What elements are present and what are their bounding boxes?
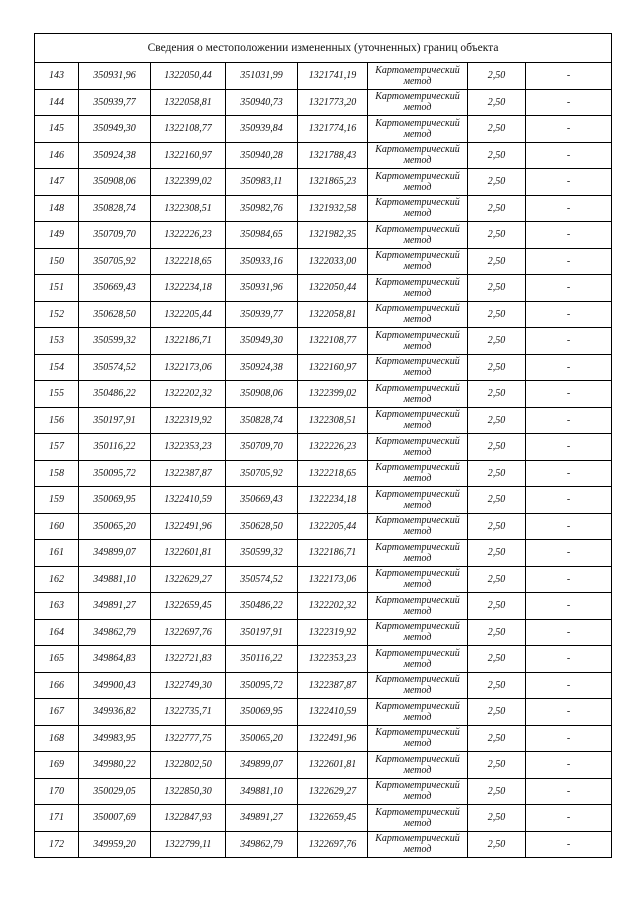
y-new-cell: 1322173,06 <box>298 566 368 593</box>
y-new-cell: 1322108,77 <box>298 328 368 355</box>
point-number-cell: 148 <box>35 195 79 222</box>
table-row <box>35 301 612 328</box>
method-cell: Картометрический метод <box>368 434 468 461</box>
table-row <box>35 487 612 514</box>
point-number-cell: 169 <box>35 752 79 779</box>
table-body <box>35 63 612 858</box>
table-row <box>35 275 612 302</box>
method-cell: Картометрический метод <box>368 646 468 673</box>
table-row <box>35 63 612 90</box>
y-old-cell: 1322399,02 <box>151 169 226 196</box>
description-cell: - <box>526 672 612 699</box>
y-old-cell: 1322205,44 <box>151 301 226 328</box>
y-old-cell: 1322721,83 <box>151 646 226 673</box>
y-old-cell: 1322601,81 <box>151 540 226 567</box>
method-cell: Картометрический метод <box>368 540 468 567</box>
accuracy-cell: 2,50 <box>468 646 526 673</box>
description-cell: - <box>526 752 612 779</box>
y-new-cell: 1322308,51 <box>298 407 368 434</box>
description-cell: - <box>526 195 612 222</box>
method-cell: Картометрический метод <box>368 778 468 805</box>
table-row <box>35 699 612 726</box>
accuracy-cell: 2,50 <box>468 63 526 90</box>
x-new-cell: 349891,27 <box>226 805 298 832</box>
accuracy-cell: 2,50 <box>468 752 526 779</box>
description-cell: - <box>526 275 612 302</box>
table-row <box>35 248 612 275</box>
x-new-cell: 350924,38 <box>226 354 298 381</box>
accuracy-cell: 2,50 <box>468 725 526 752</box>
y-old-cell: 1322799,11 <box>151 831 226 858</box>
table-row <box>35 540 612 567</box>
x-new-cell: 350669,43 <box>226 487 298 514</box>
description-cell: - <box>526 222 612 249</box>
method-cell: Картометрический метод <box>368 699 468 726</box>
table-title: Сведения о местоположении измененных (уточненных) границ объекта <box>35 34 612 63</box>
table-row <box>35 513 612 540</box>
table-row <box>35 328 612 355</box>
description-cell: - <box>526 646 612 673</box>
point-number-cell: 164 <box>35 619 79 646</box>
y-old-cell: 1322410,59 <box>151 487 226 514</box>
table-row <box>35 89 612 116</box>
accuracy-cell: 2,50 <box>468 116 526 143</box>
description-cell: - <box>526 142 612 169</box>
point-number-cell: 160 <box>35 513 79 540</box>
y-new-cell: 1322186,71 <box>298 540 368 567</box>
x-old-cell: 350029,05 <box>79 778 151 805</box>
x-old-cell: 350828,74 <box>79 195 151 222</box>
method-cell: Картометрический метод <box>368 460 468 487</box>
table-row <box>35 142 612 169</box>
x-old-cell: 350908,06 <box>79 169 151 196</box>
accuracy-cell: 2,50 <box>468 195 526 222</box>
point-number-cell: 147 <box>35 169 79 196</box>
accuracy-cell: 2,50 <box>468 513 526 540</box>
x-old-cell: 350669,43 <box>79 275 151 302</box>
method-cell: Картометрический метод <box>368 619 468 646</box>
y-old-cell: 1322218,65 <box>151 248 226 275</box>
point-number-cell: 145 <box>35 116 79 143</box>
method-cell: Картометрический метод <box>368 752 468 779</box>
x-new-cell: 349899,07 <box>226 752 298 779</box>
accuracy-cell: 2,50 <box>468 831 526 858</box>
table-row <box>35 619 612 646</box>
y-old-cell: 1322850,30 <box>151 778 226 805</box>
accuracy-cell: 2,50 <box>468 778 526 805</box>
y-old-cell: 1322160,97 <box>151 142 226 169</box>
x-new-cell: 350940,28 <box>226 142 298 169</box>
point-number-cell: 167 <box>35 699 79 726</box>
method-cell: Картометрический метод <box>368 169 468 196</box>
y-new-cell: 1322205,44 <box>298 513 368 540</box>
y-old-cell: 1322058,81 <box>151 89 226 116</box>
point-number-cell: 170 <box>35 778 79 805</box>
description-cell: - <box>526 778 612 805</box>
accuracy-cell: 2,50 <box>468 460 526 487</box>
x-new-cell: 350931,96 <box>226 275 298 302</box>
x-new-cell: 350065,20 <box>226 725 298 752</box>
method-cell: Картометрический метод <box>368 275 468 302</box>
accuracy-cell: 2,50 <box>468 566 526 593</box>
method-cell: Картометрический метод <box>368 89 468 116</box>
x-old-cell: 350007,69 <box>79 805 151 832</box>
y-new-cell: 1322601,81 <box>298 752 368 779</box>
point-number-cell: 146 <box>35 142 79 169</box>
description-cell: - <box>526 381 612 408</box>
x-old-cell: 349959,20 <box>79 831 151 858</box>
method-cell: Картометрический метод <box>368 195 468 222</box>
y-old-cell: 1322234,18 <box>151 275 226 302</box>
method-cell: Картометрический метод <box>368 248 468 275</box>
method-cell: Картометрический метод <box>368 407 468 434</box>
description-cell: - <box>526 619 612 646</box>
x-old-cell: 350931,96 <box>79 63 151 90</box>
x-new-cell: 350197,91 <box>226 619 298 646</box>
y-new-cell: 1322050,44 <box>298 275 368 302</box>
y-old-cell: 1322173,06 <box>151 354 226 381</box>
accuracy-cell: 2,50 <box>468 301 526 328</box>
accuracy-cell: 2,50 <box>468 407 526 434</box>
method-cell: Картометрический метод <box>368 63 468 90</box>
method-cell: Картометрический метод <box>368 593 468 620</box>
point-number-cell: 165 <box>35 646 79 673</box>
accuracy-cell: 2,50 <box>468 222 526 249</box>
method-cell: Картометрический метод <box>368 513 468 540</box>
y-old-cell: 1322353,23 <box>151 434 226 461</box>
description-cell: - <box>526 354 612 381</box>
point-number-cell: 162 <box>35 566 79 593</box>
x-old-cell: 349862,79 <box>79 619 151 646</box>
x-new-cell: 350982,76 <box>226 195 298 222</box>
x-old-cell: 349900,43 <box>79 672 151 699</box>
x-new-cell: 350939,77 <box>226 301 298 328</box>
method-cell: Картометрический метод <box>368 222 468 249</box>
description-cell: - <box>526 540 612 567</box>
point-number-cell: 143 <box>35 63 79 90</box>
x-new-cell: 350628,50 <box>226 513 298 540</box>
table-row <box>35 566 612 593</box>
point-number-cell: 152 <box>35 301 79 328</box>
point-number-cell: 172 <box>35 831 79 858</box>
description-cell: - <box>526 301 612 328</box>
accuracy-cell: 2,50 <box>468 248 526 275</box>
x-old-cell: 349936,82 <box>79 699 151 726</box>
point-number-cell: 168 <box>35 725 79 752</box>
table-row <box>35 778 612 805</box>
description-cell: - <box>526 566 612 593</box>
y-new-cell: 1321773,20 <box>298 89 368 116</box>
point-number-cell: 166 <box>35 672 79 699</box>
table-row <box>35 460 612 487</box>
description-cell: - <box>526 725 612 752</box>
accuracy-cell: 2,50 <box>468 487 526 514</box>
x-new-cell: 349862,79 <box>226 831 298 858</box>
y-new-cell: 1321741,19 <box>298 63 368 90</box>
point-number-cell: 171 <box>35 805 79 832</box>
x-old-cell: 350939,77 <box>79 89 151 116</box>
point-number-cell: 156 <box>35 407 79 434</box>
y-old-cell: 1322186,71 <box>151 328 226 355</box>
y-old-cell: 1322629,27 <box>151 566 226 593</box>
point-number-cell: 155 <box>35 381 79 408</box>
y-new-cell: 1322218,65 <box>298 460 368 487</box>
y-old-cell: 1322491,96 <box>151 513 226 540</box>
table-row <box>35 805 612 832</box>
y-new-cell: 1322202,32 <box>298 593 368 620</box>
method-cell: Картометрический метод <box>368 487 468 514</box>
y-new-cell: 1322629,27 <box>298 778 368 805</box>
accuracy-cell: 2,50 <box>468 381 526 408</box>
table-row <box>35 116 612 143</box>
x-old-cell: 349980,22 <box>79 752 151 779</box>
point-number-cell: 158 <box>35 460 79 487</box>
description-cell: - <box>526 248 612 275</box>
description-cell: - <box>526 89 612 116</box>
method-cell: Картометрический метод <box>368 831 468 858</box>
y-old-cell: 1322202,32 <box>151 381 226 408</box>
y-new-cell: 1322226,23 <box>298 434 368 461</box>
point-number-cell: 150 <box>35 248 79 275</box>
table-row <box>35 195 612 222</box>
x-new-cell: 350069,95 <box>226 699 298 726</box>
table-row <box>35 407 612 434</box>
y-new-cell: 1322234,18 <box>298 487 368 514</box>
y-old-cell: 1322847,93 <box>151 805 226 832</box>
description-cell: - <box>526 328 612 355</box>
x-old-cell: 350574,52 <box>79 354 151 381</box>
y-old-cell: 1322050,44 <box>151 63 226 90</box>
description-cell: - <box>526 407 612 434</box>
x-old-cell: 349864,83 <box>79 646 151 673</box>
point-number-cell: 154 <box>35 354 79 381</box>
x-old-cell: 350709,70 <box>79 222 151 249</box>
y-old-cell: 1322319,92 <box>151 407 226 434</box>
accuracy-cell: 2,50 <box>468 540 526 567</box>
y-old-cell: 1322108,77 <box>151 116 226 143</box>
y-new-cell: 1322491,96 <box>298 725 368 752</box>
accuracy-cell: 2,50 <box>468 275 526 302</box>
accuracy-cell: 2,50 <box>468 619 526 646</box>
accuracy-cell: 2,50 <box>468 142 526 169</box>
point-number-cell: 157 <box>35 434 79 461</box>
description-cell: - <box>526 593 612 620</box>
table-row <box>35 222 612 249</box>
point-number-cell: 149 <box>35 222 79 249</box>
x-new-cell: 350709,70 <box>226 434 298 461</box>
description-cell: - <box>526 434 612 461</box>
table-row <box>35 725 612 752</box>
x-new-cell: 350984,65 <box>226 222 298 249</box>
description-cell: - <box>526 460 612 487</box>
x-new-cell: 350095,72 <box>226 672 298 699</box>
x-new-cell: 351031,99 <box>226 63 298 90</box>
accuracy-cell: 2,50 <box>468 169 526 196</box>
y-new-cell: 1322319,92 <box>298 619 368 646</box>
x-new-cell: 350574,52 <box>226 566 298 593</box>
x-old-cell: 350095,72 <box>79 460 151 487</box>
x-old-cell: 349891,27 <box>79 593 151 620</box>
y-old-cell: 1322735,71 <box>151 699 226 726</box>
y-new-cell: 1322697,76 <box>298 831 368 858</box>
x-old-cell: 350924,38 <box>79 142 151 169</box>
x-old-cell: 350197,91 <box>79 407 151 434</box>
x-old-cell: 350069,95 <box>79 487 151 514</box>
accuracy-cell: 2,50 <box>468 672 526 699</box>
y-old-cell: 1322659,45 <box>151 593 226 620</box>
point-number-cell: 163 <box>35 593 79 620</box>
accuracy-cell: 2,50 <box>468 593 526 620</box>
y-old-cell: 1322777,75 <box>151 725 226 752</box>
description-cell: - <box>526 699 612 726</box>
x-old-cell: 350065,20 <box>79 513 151 540</box>
x-old-cell: 350116,22 <box>79 434 151 461</box>
accuracy-cell: 2,50 <box>468 328 526 355</box>
y-old-cell: 1322697,76 <box>151 619 226 646</box>
x-old-cell: 350599,32 <box>79 328 151 355</box>
point-number-cell: 153 <box>35 328 79 355</box>
x-old-cell: 349983,95 <box>79 725 151 752</box>
x-new-cell: 350116,22 <box>226 646 298 673</box>
table-row <box>35 752 612 779</box>
accuracy-cell: 2,50 <box>468 89 526 116</box>
x-new-cell: 349881,10 <box>226 778 298 805</box>
description-cell: - <box>526 513 612 540</box>
y-old-cell: 1322802,50 <box>151 752 226 779</box>
point-number-cell: 159 <box>35 487 79 514</box>
y-new-cell: 1322410,59 <box>298 699 368 726</box>
x-new-cell: 350599,32 <box>226 540 298 567</box>
point-number-cell: 144 <box>35 89 79 116</box>
method-cell: Картометрический метод <box>368 566 468 593</box>
description-cell: - <box>526 63 612 90</box>
x-new-cell: 350908,06 <box>226 381 298 408</box>
x-old-cell: 350486,22 <box>79 381 151 408</box>
accuracy-cell: 2,50 <box>468 354 526 381</box>
y-new-cell: 1322659,45 <box>298 805 368 832</box>
point-number-cell: 161 <box>35 540 79 567</box>
table-row <box>35 831 612 858</box>
accuracy-cell: 2,50 <box>468 434 526 461</box>
y-new-cell: 1322399,02 <box>298 381 368 408</box>
x-old-cell: 350628,50 <box>79 301 151 328</box>
method-cell: Картометрический метод <box>368 381 468 408</box>
table-row <box>35 169 612 196</box>
x-new-cell: 350486,22 <box>226 593 298 620</box>
description-cell: - <box>526 805 612 832</box>
method-cell: Картометрический метод <box>368 354 468 381</box>
y-new-cell: 1322387,87 <box>298 672 368 699</box>
x-old-cell: 350949,30 <box>79 116 151 143</box>
y-new-cell: 1322058,81 <box>298 301 368 328</box>
y-new-cell: 1322353,23 <box>298 646 368 673</box>
y-new-cell: 1322033,00 <box>298 248 368 275</box>
table-row <box>35 381 612 408</box>
method-cell: Картометрический метод <box>368 725 468 752</box>
method-cell: Картометрический метод <box>368 805 468 832</box>
x-old-cell: 350705,92 <box>79 248 151 275</box>
table-row <box>35 354 612 381</box>
x-old-cell: 349881,10 <box>79 566 151 593</box>
x-old-cell: 349899,07 <box>79 540 151 567</box>
y-old-cell: 1322749,30 <box>151 672 226 699</box>
y-new-cell: 1322160,97 <box>298 354 368 381</box>
boundary-coordinates-table <box>34 33 612 858</box>
y-new-cell: 1321932,58 <box>298 195 368 222</box>
description-cell: - <box>526 169 612 196</box>
y-old-cell: 1322308,51 <box>151 195 226 222</box>
description-cell: - <box>526 831 612 858</box>
x-new-cell: 350933,16 <box>226 248 298 275</box>
table-row <box>35 646 612 673</box>
y-new-cell: 1321982,35 <box>298 222 368 249</box>
description-cell: - <box>526 487 612 514</box>
point-number-cell: 151 <box>35 275 79 302</box>
x-new-cell: 350828,74 <box>226 407 298 434</box>
description-cell: - <box>526 116 612 143</box>
table-row <box>35 593 612 620</box>
accuracy-cell: 2,50 <box>468 699 526 726</box>
method-cell: Картометрический метод <box>368 142 468 169</box>
method-cell: Картометрический метод <box>368 301 468 328</box>
x-new-cell: 350940,73 <box>226 89 298 116</box>
x-new-cell: 350949,30 <box>226 328 298 355</box>
x-new-cell: 350983,11 <box>226 169 298 196</box>
y-new-cell: 1321788,43 <box>298 142 368 169</box>
y-new-cell: 1321774,16 <box>298 116 368 143</box>
x-new-cell: 350939,84 <box>226 116 298 143</box>
table-row <box>35 672 612 699</box>
method-cell: Картометрический метод <box>368 116 468 143</box>
y-old-cell: 1322226,23 <box>151 222 226 249</box>
accuracy-cell: 2,50 <box>468 805 526 832</box>
y-old-cell: 1322387,87 <box>151 460 226 487</box>
y-new-cell: 1321865,23 <box>298 169 368 196</box>
method-cell: Картометрический метод <box>368 328 468 355</box>
table-row <box>35 434 612 461</box>
x-new-cell: 350705,92 <box>226 460 298 487</box>
method-cell: Картометрический метод <box>368 672 468 699</box>
